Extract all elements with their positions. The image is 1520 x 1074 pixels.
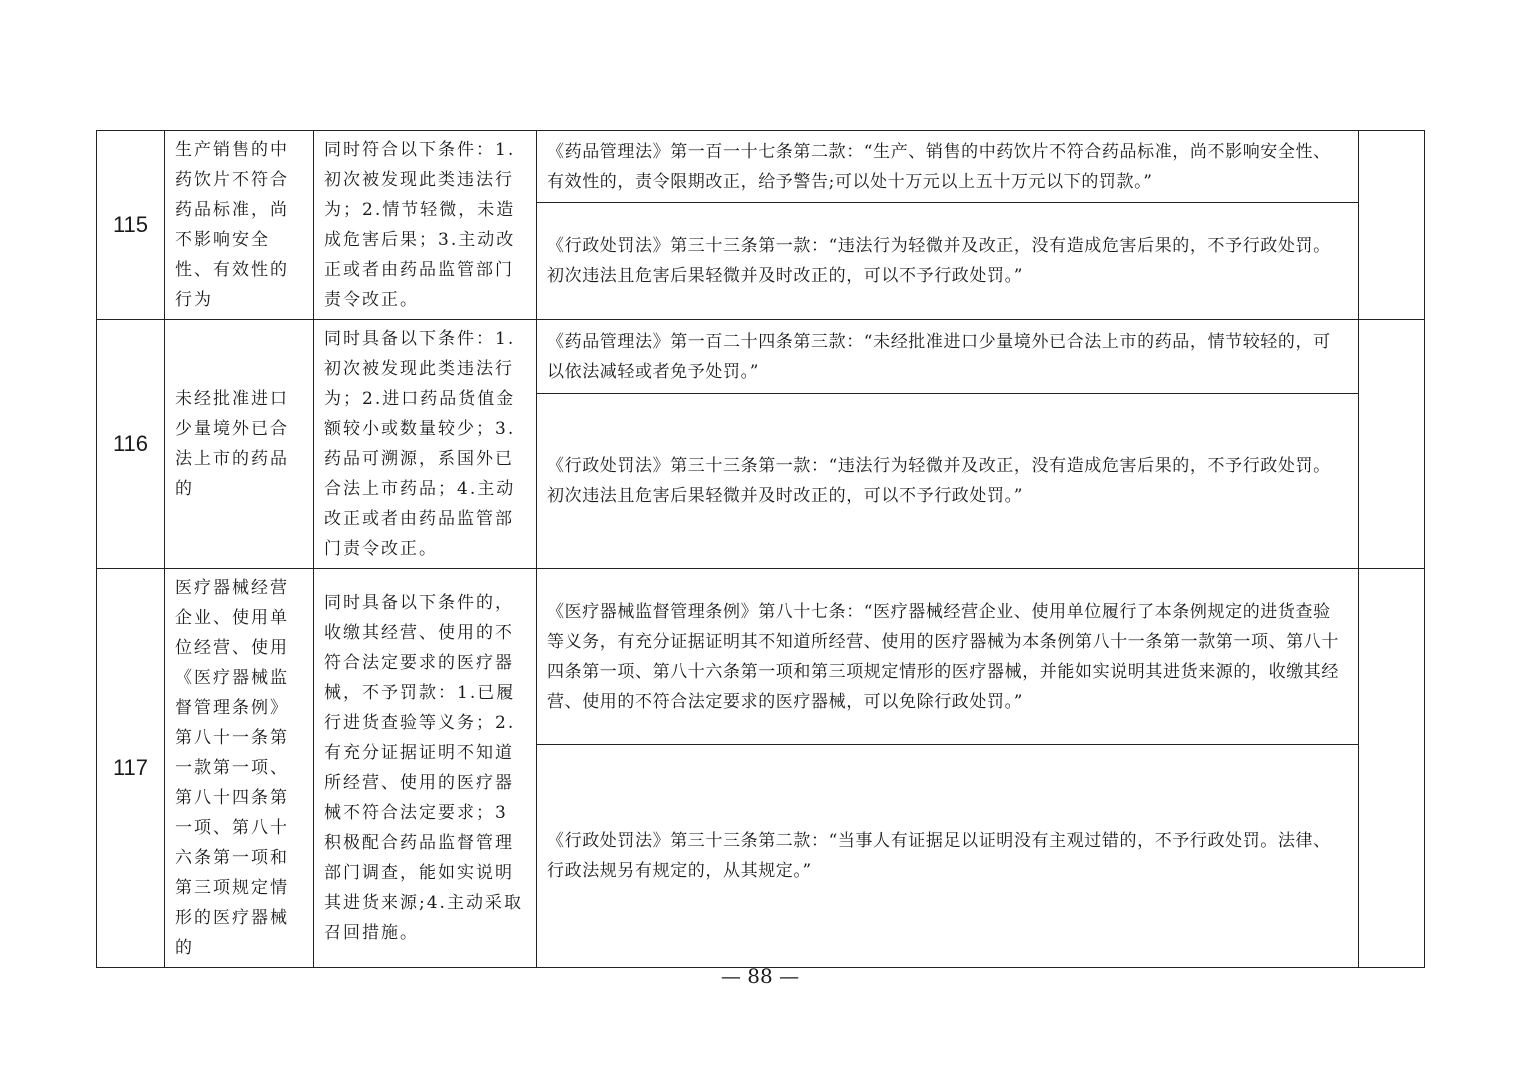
table-row — [97, 320, 1425, 394]
row-number: 115 — [97, 131, 165, 320]
behavior-cell: 生产销售的中药饮片不符合药品标准，尚不影响安全性、有效性的行为 — [165, 131, 314, 320]
remarks-cell — [1359, 569, 1425, 968]
table-row — [97, 131, 1425, 203]
conditions-cell: 同时具备以下条件：1.初次被发现此类违法行为；2.进口药品货值金额较小或数量较少；3.药品可溯源，系国外已合法上市药品；4.主动改正或者由药品监管部门责令改正。 — [314, 320, 537, 569]
behavior-cell: 未经批准进口少量境外已合法上市的药品的 — [165, 320, 314, 569]
legal-basis-cell: 《行政处罚法》第三十三条第一款：“违法行为轻微并及改正，没有造成危害后果的，不予行政处罚。初次违法且危害后果轻微并及时改正的，可以不予行政处罚。” — [537, 203, 1359, 320]
legal-basis-cell: 《医疗器械监督管理条例》第八十七条：“医疗器械经营企业、使用单位履行了本条例规定的进货查验等义务，有充分证据证明其不知道所经营、使用的医疗器械为本条例第八十一条第一款第一项、第八十四条第一项、第八十六条第一项和第三项规定情形的医疗器械，并能如实说明其进货来源的，收缴其经营、使用的不符合法定要求的医疗器械，可以免除行政处罚。” — [537, 569, 1359, 745]
row-number: 116 — [97, 320, 165, 569]
remarks-cell — [1359, 320, 1425, 569]
behavior-cell: 医疗器械经营企业、使用单位经营、使用《医疗器械监督管理条例》第八十一条第一款第一项、第八十四条第一项、第八十六条第一项和第三项规定情形的医疗器械的 — [165, 569, 314, 968]
conditions-cell: 同时符合以下条件：1.初次被发现此类违法行为；2.情节轻微，未造成危害后果；3.主动改正或者由药品监管部门责令改正。 — [314, 131, 537, 320]
table-row — [97, 569, 1425, 745]
row-number: 117 — [97, 569, 165, 968]
legal-basis-cell: 《行政处罚法》第三十三条第一款：“违法行为轻微并及改正，没有造成危害后果的，不予行政处罚。初次违法且危害后果轻微并及时改正的，可以不予行政处罚。” — [537, 394, 1359, 569]
page-number: — 88 — — [720, 964, 800, 988]
legal-basis-cell: 《药品管理法》第一百二十四条第三款：“未经批准进口少量境外已合法上市的药品，情节较轻的，可以依法减轻或者免予处罚。” — [537, 320, 1359, 394]
remarks-cell — [1359, 131, 1425, 320]
legal-basis-cell: 《行政处罚法》第三十三条第二款：“当事人有证据足以证明没有主观过错的，不予行政处罚。法律、行政法规另有规定的，从其规定。” — [537, 745, 1359, 968]
legal-basis-cell: 《药品管理法》第一百一十七条第二款：“生产、销售的中药饮片不符合药品标准，尚不影响安全性、有效性的，责令限期改正，给予警告;可以处十万元以上五十万元以下的罚款。” — [537, 131, 1359, 203]
penalty-table — [96, 130, 1425, 968]
conditions-cell: 同时具备以下条件的，收缴其经营、使用的不符合法定要求的医疗器械，不予罚款：1.已履行进货查验等义务；2.有充分证据证明不知道所经营、使用的医疗器械不符合法定要求；3积极配合药品监督管理部门调查，能如实说明其进货来源;4.主动采取召回措施。 — [314, 569, 537, 968]
